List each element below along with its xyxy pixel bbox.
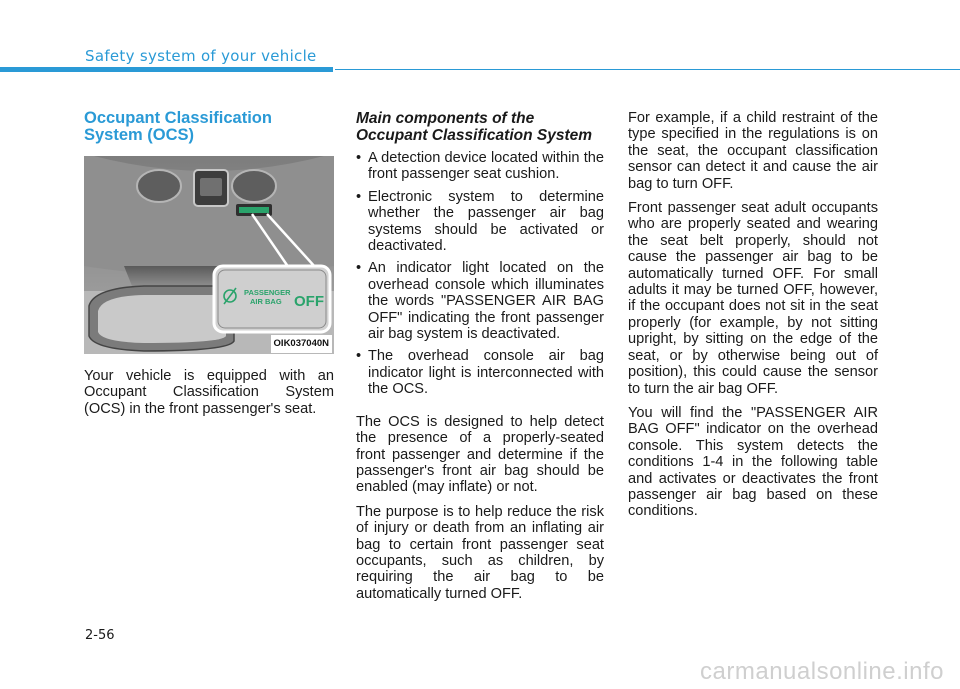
body-paragraph: You will find the "PASSENGER AIR BAG OFF" indicator on the overhead console. This system detects the conditions 1-4 in the following table and activates or deactivates the front passenger air bag based on these conditions. bbox=[628, 404, 878, 520]
components-list bbox=[356, 150, 604, 398]
left-column bbox=[84, 110, 334, 425]
header-accent-bar bbox=[0, 67, 333, 72]
overhead-console-photo bbox=[84, 156, 334, 354]
list-item: • A detection device located within the front passenger seat cushion. bbox=[356, 150, 604, 183]
header-rule bbox=[335, 69, 960, 70]
right-column bbox=[628, 110, 878, 528]
subsection-heading: Main components of the Occupant Classification System bbox=[356, 110, 593, 144]
list-item: • The overhead console air bag indicator light is interconnected with the OCS. bbox=[356, 348, 604, 397]
overhead-console-illustration bbox=[84, 156, 334, 354]
watermark: carmanualsonline.info bbox=[700, 658, 944, 685]
indicator-text-line2: AIR BAG bbox=[250, 297, 282, 306]
body-paragraph: Front passenger seat adult occupants who are properly seated and wearing the seat belt properly, should not cause the passenger air bag to be automatically turned OFF. For small adults it may be turned OFF, however, if the occupant does not sit in the seat properly (for example, by not sitting upright, by sitting on the edge of the seat, or by otherwise being out of position), this could cause the sensor to turn the air bag OFF. bbox=[628, 200, 878, 397]
section-heading: Occupant Classification System (OCS) bbox=[84, 109, 272, 144]
body-paragraph: The purpose is to help reduce the risk of injury or death from an inflating air bag to certain front passenger seat occupants, such as children, by requiring the air bag to be automatically turned OFF. bbox=[356, 503, 604, 602]
indicator-state: OFF bbox=[294, 293, 324, 310]
body-paragraph: The OCS is designed to help detect the presence of a properly-seated front passenger and determine if the passenger's front air bag should be enabled (may inflate) or not. bbox=[356, 413, 604, 496]
list-item: • Electronic system to determine whether the passenger air bag systems should be activated or deactivated. bbox=[356, 189, 604, 255]
body-paragraph: Your vehicle is equipped with an Occupant Classification System (OCS) in the front passenger's seat. bbox=[84, 368, 334, 417]
indicator-text-line1: PASSENGER bbox=[244, 288, 291, 297]
figure-code: OIK037040N bbox=[271, 335, 332, 353]
middle-column bbox=[356, 110, 604, 610]
section-title: Safety system of your vehicle bbox=[85, 47, 317, 65]
body-paragraph: For example, if a child restraint of the type specified in the regulations is on the seat, the occupant classification sensor can detect it and cause the air bag to turn OFF. bbox=[628, 110, 878, 192]
page-number: 2-56 bbox=[85, 628, 115, 643]
list-item: • An indicator light located on the overhead console which illuminates the words "PASSENGER AIR BAG OFF" indicating the front passenger air bag system is deactivated. bbox=[356, 260, 604, 342]
